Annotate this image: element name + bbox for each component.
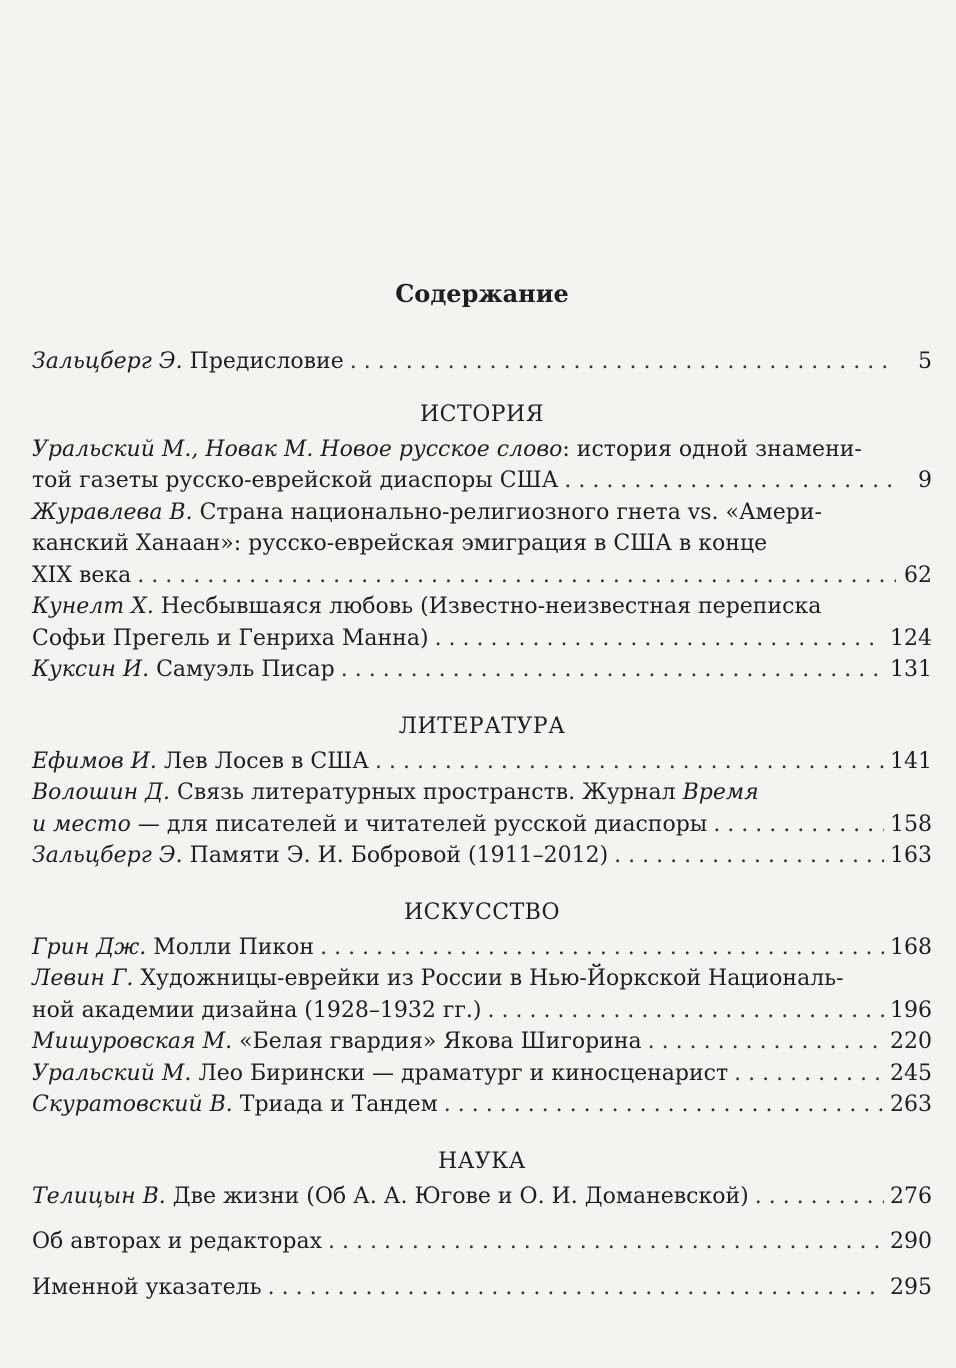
entry-title: Самуэль Писар <box>149 657 335 682</box>
page-number: 163 <box>890 843 932 868</box>
section-heading-art: ИСКУССТВО <box>404 899 560 925</box>
entry-title: Художницы-еврейки из России в Нью-Йоркской Националь- <box>133 966 844 991</box>
toc-entry[interactable] <box>32 777 932 840</box>
entry-author: Левин Г. <box>32 966 134 991</box>
entry-author: Зальцберг Э. <box>32 843 183 868</box>
toc-entry-preface[interactable] <box>32 346 932 378</box>
toc-entry[interactable] <box>32 1089 932 1121</box>
entry-italic-title: Время <box>682 780 759 805</box>
page-number: 220 <box>890 1029 932 1054</box>
toc-entry[interactable] <box>32 1058 932 1090</box>
toc-entry[interactable] <box>32 1026 932 1058</box>
leader-dots <box>734 1058 884 1090</box>
page-number: 295 <box>890 1274 932 1300</box>
entry-author: Уральский М. <box>32 1060 192 1086</box>
page-number: 168 <box>890 934 932 960</box>
leader-dots <box>564 465 896 497</box>
toc-entry-name-index[interactable] <box>32 1272 932 1304</box>
leader-dots <box>320 932 884 964</box>
entry-italic-title: Новое русское слово <box>313 436 563 462</box>
leader-dots <box>341 654 884 686</box>
toc-entry[interactable] <box>32 746 932 778</box>
page-number: 158 <box>890 811 932 837</box>
entry-author: Кунелт Х. <box>32 594 154 619</box>
toc-entry[interactable] <box>32 963 932 1026</box>
entry-title: Триада и Тандем <box>232 1092 438 1117</box>
page-number: 263 <box>890 1092 932 1117</box>
entry-title: : история одной знамени- <box>562 436 862 462</box>
toc-entry[interactable] <box>32 591 932 654</box>
section-heading-science: НАУКА <box>438 1148 526 1174</box>
entry-title-cont: канский Ханаан»: русско-еврейская эмиграция в США в конце <box>32 531 768 556</box>
leader-dots <box>614 840 884 872</box>
page-number: 62 <box>904 562 932 588</box>
entry-title-cont: той газеты русско-еврейской диаспоры США <box>32 468 559 493</box>
entry-title: Две жизни (Об А. А. Югове и О. И. Доманевской) <box>165 1183 749 1209</box>
entry-author: Телицын В. <box>32 1183 166 1209</box>
page-number: 9 <box>918 468 932 493</box>
page-number: 196 <box>890 997 932 1023</box>
toc-entry[interactable] <box>32 654 932 686</box>
entry-author: Журавлева В. <box>32 499 193 525</box>
entry-title: Лео Бирински — драматург и киносценарист <box>191 1060 729 1086</box>
table-of-contents <box>32 272 932 1303</box>
entry-title: Молли Пикон <box>146 934 315 960</box>
section-heading-literature: ЛИТЕРАТУРА <box>398 713 566 739</box>
toc-entry-authors-editors[interactable] <box>32 1226 932 1258</box>
entry-title: «Белая гвардия» Якова Шигорина <box>232 1029 642 1054</box>
leader-dots <box>488 995 885 1027</box>
toc-entry[interactable] <box>32 1181 932 1213</box>
entry-title-cont: XIX века <box>32 562 132 588</box>
page-number: 276 <box>890 1183 932 1209</box>
page-number: 290 <box>890 1229 932 1254</box>
entry-title: Связь литературных пространств. Журнал <box>170 780 683 805</box>
entry-author: Зальцберг Э. <box>32 349 183 374</box>
entry-title: Предисловие <box>182 349 344 374</box>
page-number: 131 <box>890 657 932 682</box>
leader-dots <box>648 1026 884 1058</box>
leader-dots <box>444 1089 884 1121</box>
entry-title: Памяти Э. И. Бобровой (1911–2012) <box>182 843 609 868</box>
entry-author: Мишуровская М. <box>32 1029 233 1054</box>
entry-author: Ефимов И. <box>32 748 157 774</box>
leader-dots <box>755 1181 884 1213</box>
toc-entry[interactable] <box>32 840 932 872</box>
entry-italic-title: и место <box>32 811 131 837</box>
page-number: 245 <box>890 1060 932 1086</box>
leader-dots <box>268 1272 884 1304</box>
leader-dots <box>713 809 884 841</box>
page-number: 5 <box>918 349 932 374</box>
entry-author: Грин Дж. <box>32 934 147 960</box>
entry-author: Уральский М., Новак М. <box>32 436 314 462</box>
page-number: 124 <box>890 625 932 651</box>
entry-title-cont: — для писателей и читателей русской диаспоры <box>130 811 708 837</box>
entry-title: Несбывшаяся любовь (Известно-неизвестная переписка <box>153 594 822 619</box>
page-number: 141 <box>890 748 932 774</box>
leader-dots <box>435 623 884 655</box>
entry-title: Именной указатель <box>32 1274 262 1300</box>
page-title: Содержание <box>395 279 569 308</box>
toc-entry[interactable] <box>32 434 932 497</box>
toc-entry[interactable] <box>32 932 932 964</box>
entry-author: Волошин Д. <box>32 780 171 805</box>
entry-author: Куксин И. <box>32 657 150 682</box>
leader-dots <box>328 1226 884 1258</box>
toc-entry[interactable] <box>32 497 932 592</box>
entry-title-cont: ной академии дизайна (1928–1932 гг.) <box>32 997 482 1023</box>
section-heading-history: ИСТОРИЯ <box>420 401 544 427</box>
entry-title: Страна национально-религиозного гнета vs. «Амери- <box>192 499 822 525</box>
entry-title-cont: Софьи Прегель и Генриха Манна) <box>32 625 429 651</box>
entry-title: Об авторах и редакторах <box>32 1229 322 1254</box>
entry-title: Лев Лосев в США <box>156 748 369 774</box>
leader-dots <box>375 746 884 778</box>
entry-author: Скуратовский В. <box>32 1092 233 1117</box>
leader-dots <box>137 560 896 592</box>
leader-dots <box>350 346 896 378</box>
